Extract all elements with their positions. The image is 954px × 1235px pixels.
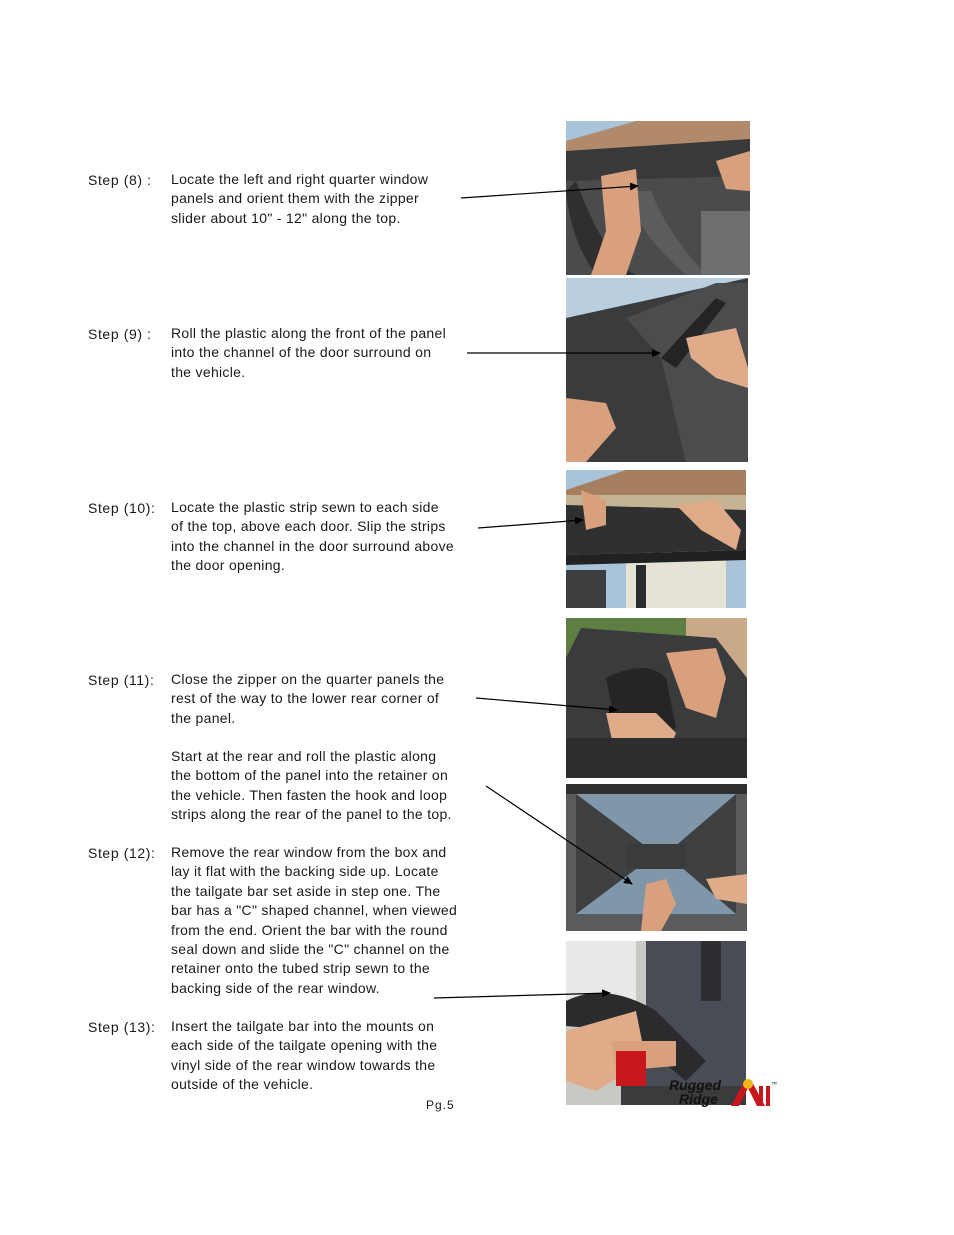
- step-13-label: Step (13):: [88, 1019, 156, 1035]
- step-11-label: Step (11):: [88, 672, 155, 688]
- text-line: the door opening.: [171, 557, 286, 574]
- text-line: backing side of the rear window.: [171, 979, 380, 996]
- text-line: into the channel of the door surround on: [171, 344, 432, 361]
- logo-line-1: Rugged: [669, 1077, 722, 1093]
- logo-line-2: Ridge: [679, 1091, 718, 1107]
- logo-trademark: ™: [771, 1082, 777, 1088]
- text-line: of the top, above each door. Slip the strips: [171, 518, 446, 535]
- text-line: the vehicle. Then fasten the hook and loop: [171, 786, 448, 803]
- step-9-label: Step (9) :: [88, 326, 152, 342]
- step-8-label: Step (8) :: [88, 172, 152, 188]
- text-line: Locate the plastic strip sewn to each side: [171, 499, 439, 515]
- text-line: Locate the left and right quarter window: [171, 171, 429, 187]
- text-line: bar has a "C" shaped channel, when viewed: [171, 902, 458, 919]
- arrow-step-11b: [486, 786, 632, 884]
- text-line: the vehicle.: [171, 363, 246, 380]
- arrow-step-8: [461, 186, 638, 198]
- text-line: lay it flat with the backing side up. Locate: [171, 863, 439, 880]
- text-line: each side of the tailgate opening with the: [171, 1037, 438, 1054]
- text-line: into the channel in the door surround above: [171, 537, 454, 554]
- text-line: strips along the rear of the panel to the top.: [171, 806, 452, 823]
- text-line: Start at the rear and roll the plastic along: [171, 748, 437, 764]
- step-10-label: Step (10):: [88, 500, 156, 516]
- arrow-step-11a: [476, 698, 617, 710]
- text-line: slider about 10" - 12" along the top.: [171, 209, 401, 226]
- text-line: Roll the plastic along the front of the panel: [171, 325, 447, 341]
- text-line: Close the zipper on the quarter panels the: [171, 671, 445, 687]
- text-line: seal down and slide the "C" channel on the: [171, 941, 450, 958]
- text-line: the panel.: [171, 709, 236, 726]
- text-line: the bottom of the panel into the retainer on: [171, 767, 449, 784]
- text-line: rest of the way to the lower rear corner of: [171, 690, 440, 707]
- text-line: the tailgate bar set aside in step one. The: [171, 882, 441, 899]
- arrow-step-12: [434, 993, 610, 998]
- text-line: Insert the tailgate bar into the mounts on: [171, 1018, 435, 1034]
- rugged-ridge-logo: [667, 1076, 779, 1108]
- text-line: panels and orient them with the zipper: [171, 190, 419, 207]
- text-line: vinyl side of the rear window towards the: [171, 1056, 436, 1073]
- page-number: Pg.5: [426, 1098, 455, 1112]
- text-line: outside of the vehicle.: [171, 1076, 314, 1093]
- text-line: Remove the rear window from the box and: [171, 844, 447, 860]
- text-line: retainer onto the tubed strip sewn to the: [171, 960, 431, 977]
- step-12-label: Step (12):: [88, 845, 156, 861]
- arrow-step-10: [478, 520, 583, 528]
- text-line: from the end. Orient the bar with the round: [171, 921, 448, 938]
